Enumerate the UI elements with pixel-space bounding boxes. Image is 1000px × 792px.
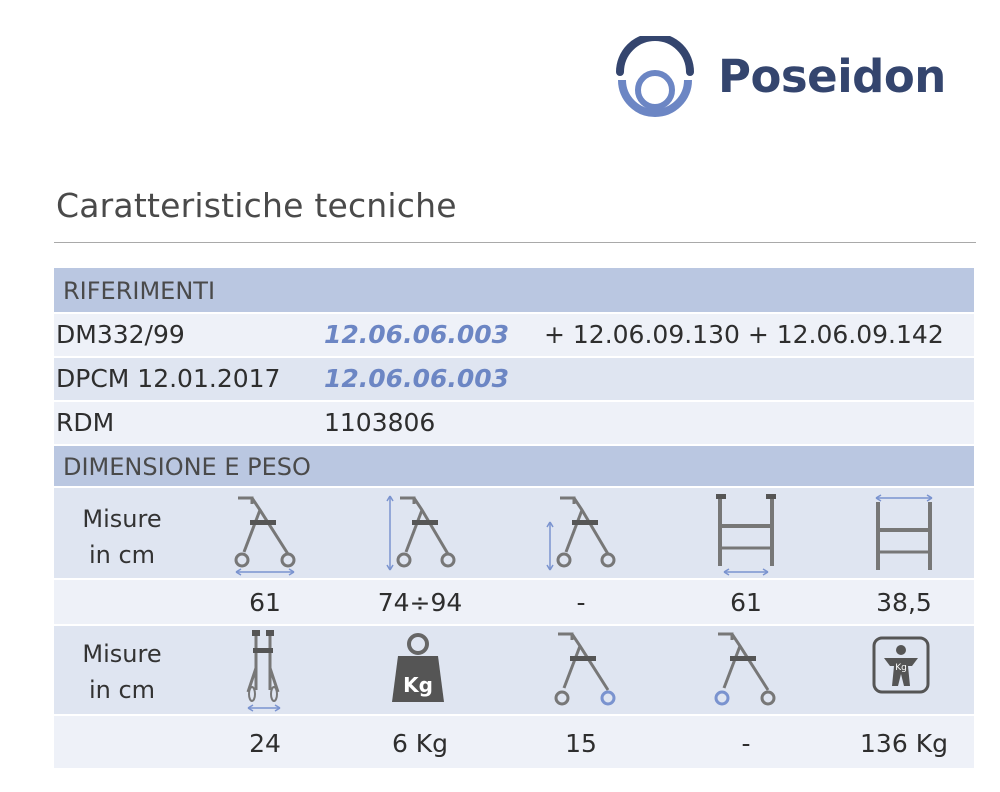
reference-row <box>54 314 974 356</box>
poseidon-logo-icon <box>610 36 700 126</box>
max-user-weight-icon <box>872 636 930 694</box>
walker-inner-width-icon <box>714 492 780 576</box>
reference-row <box>54 358 974 400</box>
section-title: DIMENSIONE E PESO <box>63 453 311 481</box>
measure-value: - <box>576 588 586 617</box>
page-title: Caratteristiche tecniche <box>56 186 457 225</box>
reference-value: 1103806 <box>324 408 436 437</box>
title-divider <box>54 242 976 243</box>
icon-row <box>54 626 974 714</box>
weight-icon-text: Kg <box>403 673 433 697</box>
walker-folded-width-icon <box>244 628 284 712</box>
brand-name: Poseidon <box>718 50 946 103</box>
measure-label: Misure in cm <box>82 640 162 704</box>
reference-label: RDM <box>56 408 115 437</box>
reference-code: 12.06.06.003 <box>324 320 510 349</box>
reference-row <box>54 402 974 444</box>
reference-code: 12.06.06.003 <box>324 364 510 393</box>
weight-kg-icon <box>388 632 448 708</box>
walker-length-icon <box>230 492 300 576</box>
measure-value: 136 Kg <box>860 729 948 758</box>
value-row <box>54 716 974 768</box>
walker-seat-height-icon <box>546 492 616 576</box>
reference-label: DM332/99 <box>56 320 185 349</box>
measure-value: - <box>741 729 751 758</box>
measure-value: 38,5 <box>876 588 932 617</box>
walker-outer-width-icon <box>872 492 938 576</box>
section-title: RIFERIMENTI <box>63 277 216 305</box>
measure-value: 6 Kg <box>391 729 449 758</box>
user-icon-text: Kg <box>895 663 907 673</box>
section-header-dimensioni <box>54 446 974 486</box>
measure-value: 15 <box>565 729 597 758</box>
section-header-riferimenti <box>54 268 974 312</box>
measure-label: Misure in cm <box>82 505 162 569</box>
measure-value: 61 <box>730 588 762 617</box>
reference-label: DPCM 12.01.2017 <box>56 364 281 393</box>
measure-value: 74÷94 <box>377 588 463 617</box>
walker-height-icon <box>386 492 456 576</box>
reference-extra: + 12.06.09.130 + 12.06.09.142 <box>544 320 944 349</box>
value-row <box>54 580 974 624</box>
icon-row <box>54 488 974 578</box>
measure-value: 61 <box>249 588 281 617</box>
measure-value: 24 <box>249 729 281 758</box>
walker-front-wheel-icon <box>550 628 620 712</box>
walker-rear-wheel-icon <box>710 628 780 712</box>
